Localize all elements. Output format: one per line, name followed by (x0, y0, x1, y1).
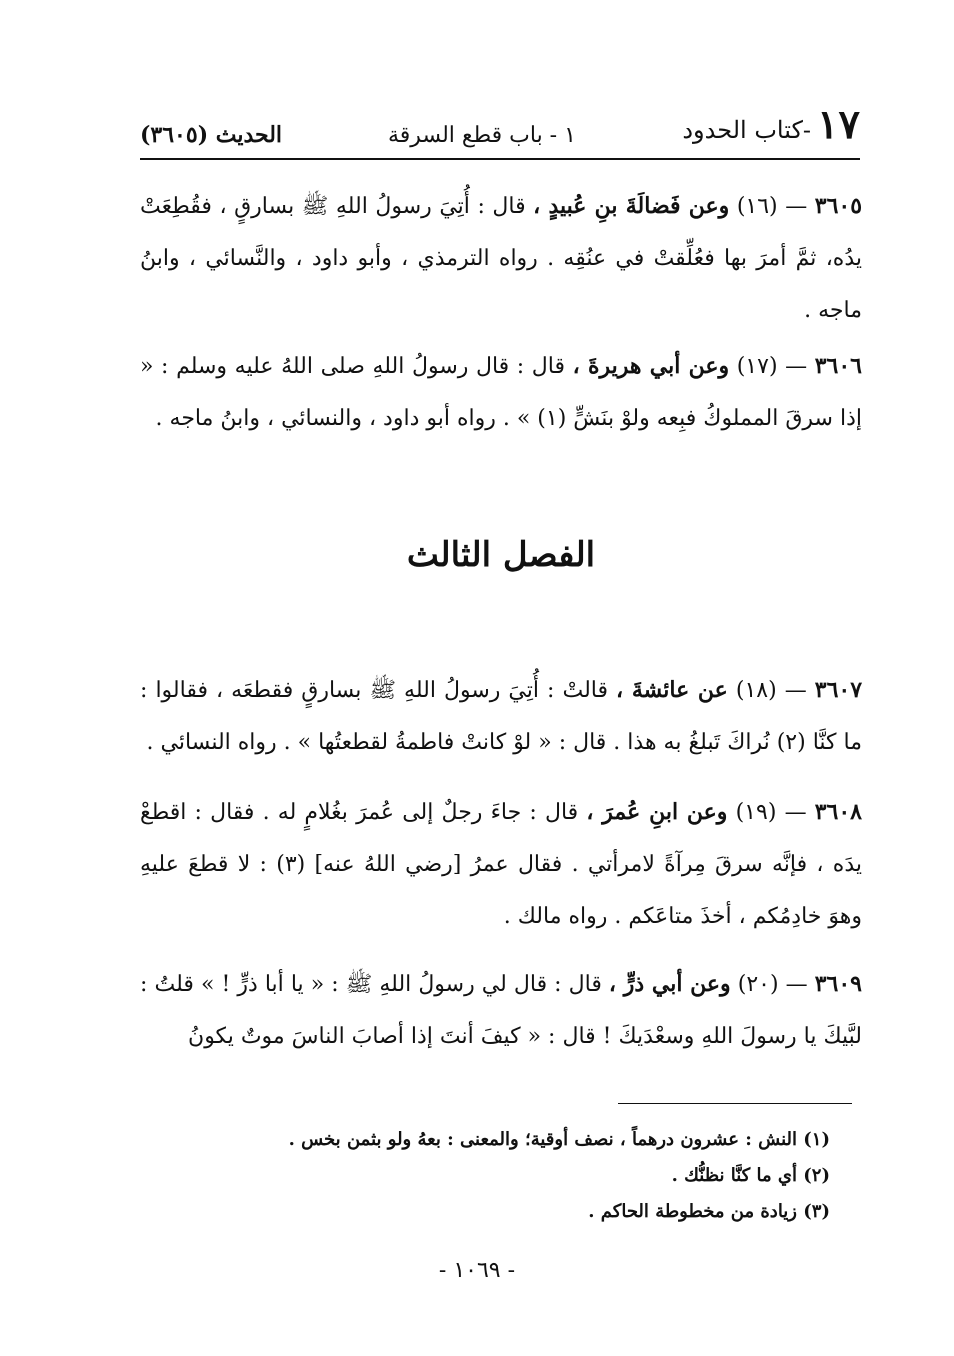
book-heading (682, 101, 860, 148)
footnote-3: (٣) زيادة من مخطوطة الحاكم . (588, 1201, 830, 1222)
page-number: - ١٠٦٩ - (438, 1258, 516, 1283)
running-header (140, 92, 860, 156)
section-title: الفصل الثالث (406, 535, 596, 575)
hadith-narrator: وعن ابنِ عُمرَ ، (586, 799, 728, 825)
book-number: ١٧ (817, 101, 860, 148)
hadith-index: (١٩) (735, 800, 777, 825)
hadith-narrator: وعن فَضالَةَ بنِ عُبيدٍ ، (533, 193, 730, 219)
hadith-3607: ٣٦٠٧ — (١٨) عن عائشةَ ، قالتْ : أُتِيَ رسولُ اللهِ ﷺ بسارقٍ فقطعَه ، فقالوا : ما كنَّا (٢) نُراكَ تَبلغُ به هذا . قال : « لوْ كانتْ فاطمةُ لقطعتُها » . رواه النسائي . (140, 677, 863, 755)
hadith-3605: ٣٦٠٥ — (١٦) وعن فَضالَةَ بنِ عُبيدٍ ، قال : أُتِيَ رسولُ اللهِ ﷺ بسارقٍ ، فقُطِعَتْ يدُه، ثمَّ أمرَ بها فعُلِّقتْ في عنُقِه . رواه الترمذي ، وأبو داود ، والنَّسائي ، وابنُ ماجه . (140, 193, 863, 323)
hadith-narrator: وعن أبي ذرٍّ ، (608, 971, 731, 997)
hadith-number: ٣٦٠٩ (814, 971, 862, 997)
hadith-text: قال : قال لي رسولُ اللهِ ﷺ : « يا أبا ذرٍّ ! » قلتُ : لبَّيكَ يا رسولَ اللهِ وسعْدَيكَ ! قال : « كيفَ أنتَ إذا أصابَ الناسَ موتٌ يكونُ (140, 972, 862, 1049)
hadith-3606: ٣٦٠٦ — (١٧) وعن أبي هريرةَ ، قال : قال رسولُ اللهِ صلى اللهُ عليه وسلم : « إذا سرقَ المملوكُ فبِعه ولوْ بنَشٍّ (١) » . رواه أبو داود ، والنسائي ، وابنُ ماجه . (140, 353, 862, 431)
hadith-narrator: عن عائشةَ ، (616, 677, 728, 703)
hadith-index: (٢٠) (737, 972, 779, 997)
hadith-index: (١٨) (735, 678, 777, 703)
hadith-text: قال : جاءَ رجلٌ إلى عُمرَ بغُلامٍ له . فقال : اقطعْ يدَه ، فإنَّه سرقَ مِرآةً لامرأتي . فقال عمرُ [رضي اللهُ عنه] (٣) : لا قطعَ عليهِ وهوَ خادِمُكم ، أخذَ متاعَكم . رواه مالك . (140, 800, 862, 929)
hadith-text: قال : قال رسولُ اللهِ صلى اللهُ عليه وسلم : « إذا سرقَ المملوكُ فبِعه ولوْ بنَشٍّ (١) » . رواه أبو داود ، والنسائي ، وابنُ ماجه . (140, 354, 862, 431)
hadith-text: قال : أُتِيَ رسولُ اللهِ ﷺ بسارقٍ ، فقُطِعَتْ يدُه، ثمَّ أمرَ بها فعُلِّقتْ في عنُقِه . رواه الترمذي ، وأبو داود ، والنَّسائي ، وابنُ ماجه . (140, 194, 862, 323)
footnote-2: (٢) أي ما كنَّا نظنُّك . (671, 1165, 830, 1186)
hadith-number: ٣٦٠٦ (814, 353, 862, 379)
chapter-title: ١ - باب قطع السرقة (388, 123, 576, 148)
hadith-text: قالتْ : أُتِيَ رسولُ اللهِ ﷺ بسارقٍ فقطعَه ، فقالوا : ما كنَّا (٢) نُراكَ تَبلغُ به هذا . قال : « لوْ كانتْ فاطمةُ لقطعتُها » . رواه النسائي . (140, 678, 862, 755)
hadith-narrator: وعن أبي هريرةَ ، (572, 353, 730, 379)
footnote-rule (618, 1103, 852, 1104)
hadith-index: (١٦) (736, 194, 778, 219)
hadith-number: ٣٦٠٨ (814, 799, 862, 825)
footnotes (140, 1122, 830, 1230)
hadith-number: ٣٦٠٥ (814, 193, 863, 219)
footnote-1: (١) النش : عشرون درهماً ، نصف أوقية؛ والمعنى : بعهُ ولو بثمن بخس . (288, 1129, 830, 1150)
book-title: -كتاب الحدود (682, 116, 812, 144)
header-rule (140, 158, 860, 160)
hadith-number: ٣٦٠٧ (814, 677, 863, 703)
hadith-3608: ٣٦٠٨ — (١٩) وعن ابنِ عُمرَ ، قال : جاءَ رجلٌ إلى عُمرَ بغُلامٍ له . فقال : اقطعْ يدَه ، فإنَّه سرقَ مِرآةً لامرأتي . فقال عمرُ [رضي اللهُ عنه] (٣) : لا قطعَ عليهِ وهوَ خادِمُكم ، أخذَ متاعَكم . رواه مالك . (140, 799, 862, 929)
hadith-3609: ٣٦٠٩ — (٢٠) وعن أبي ذرٍّ ، قال : قال لي رسولُ اللهِ ﷺ : « يا أبا ذرٍّ ! » قلتُ : لبَّيكَ يا رسولَ اللهِ وسعْدَيكَ ! قال : « كيفَ أنتَ إذا أصابَ الناسَ موتٌ يكونُ (140, 971, 862, 1049)
hadith-index: (١٧) (736, 354, 778, 379)
hadith-reference: الحديث (٣٦٠٥) (140, 122, 283, 148)
